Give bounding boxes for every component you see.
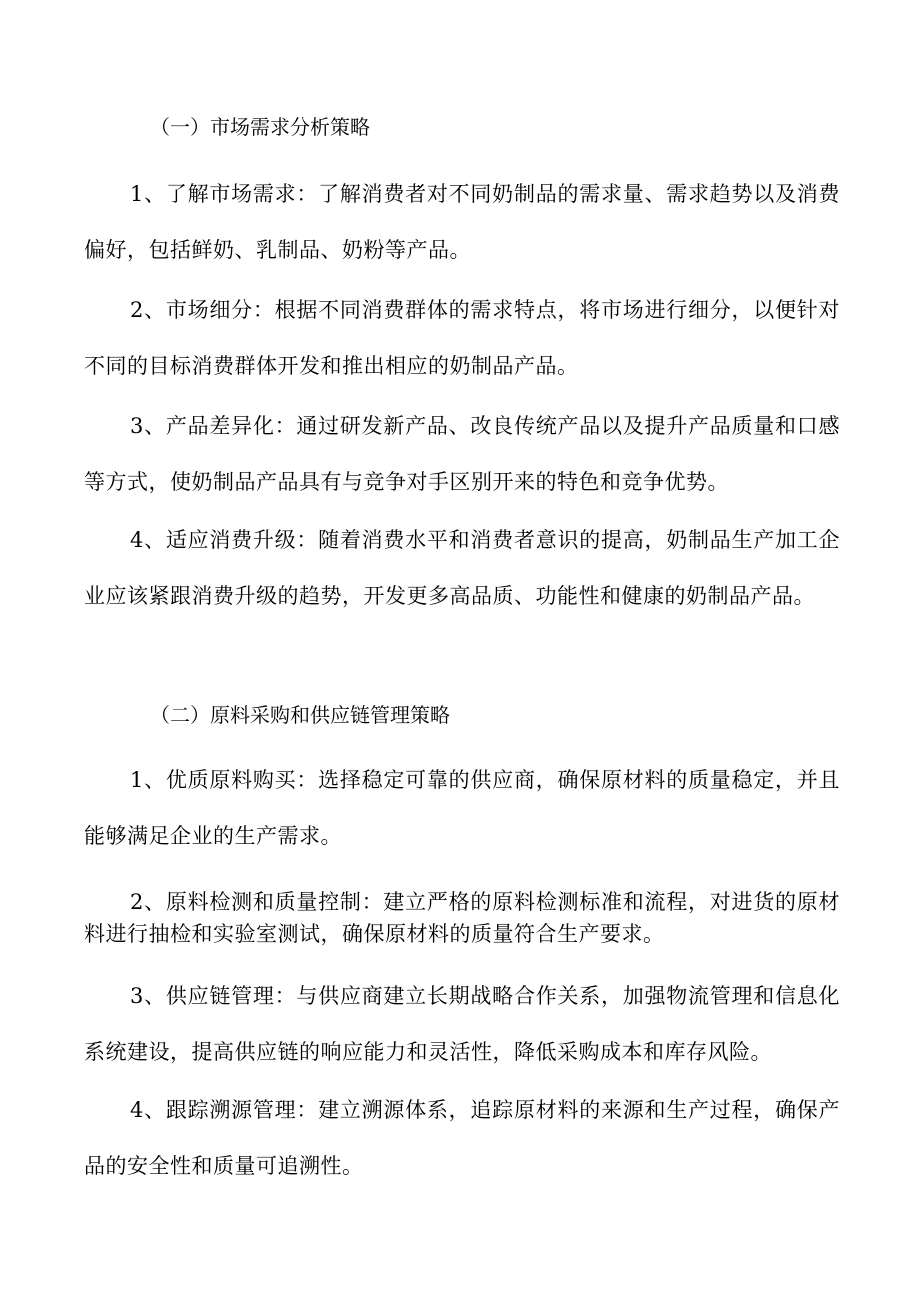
paragraph-market-3: 3、产品差异化：通过研发新产品、改良传统产品以及提升产品质量和口感等方式，使奶制品产品具有与竞争对手区别开来的特色和竞争优势。 bbox=[84, 414, 840, 494]
paragraph-supply-1: 1、优质原料购买：选择稳定可靠的供应商，确保原材料的质量稳定，并且能够满足企业的生产需求。 bbox=[84, 768, 840, 848]
paragraph-market-2: 2、市场细分：根据不同消费群体的需求特点，将市场进行细分，以便针对不同的目标消费群体开发和推出相应的奶制品产品。 bbox=[84, 298, 840, 378]
paragraph-supply-4: 4、跟踪溯源管理：建立溯源体系，追踪原材料的来源和生产过程，确保产品的安全性和质量可追溯性。 bbox=[84, 1098, 840, 1178]
paragraph-market-1: 1、了解市场需求：了解消费者对不同奶制品的需求量、需求趋势以及消费偏好，包括鲜奶、乳制品、奶粉等产品。 bbox=[84, 182, 840, 262]
section-heading-supply-chain: （二）原料采购和供应链管理策略 bbox=[150, 703, 450, 727]
paragraph-supply-3: 3、供应链管理：与供应商建立长期战略合作关系，加强物流管理和信息化系统建设，提高供应链的响应能力和灵活性，降低采购成本和库存风险。 bbox=[84, 984, 840, 1064]
paragraph-supply-2: 2、原料检测和质量控制：建立严格的原料检测标准和流程，对进货的原材料进行抽检和实验室测试，确保原材料的质量符合生产要求。 bbox=[84, 890, 840, 946]
paragraph-market-4: 4、适应消费升级：随着消费水平和消费者意识的提高，奶制品生产加工企业应该紧跟消费升级的趋势，开发更多高品质、功能性和健康的奶制品产品。 bbox=[84, 528, 840, 608]
section-heading-market-demand: （一）市场需求分析策略 bbox=[150, 115, 370, 139]
